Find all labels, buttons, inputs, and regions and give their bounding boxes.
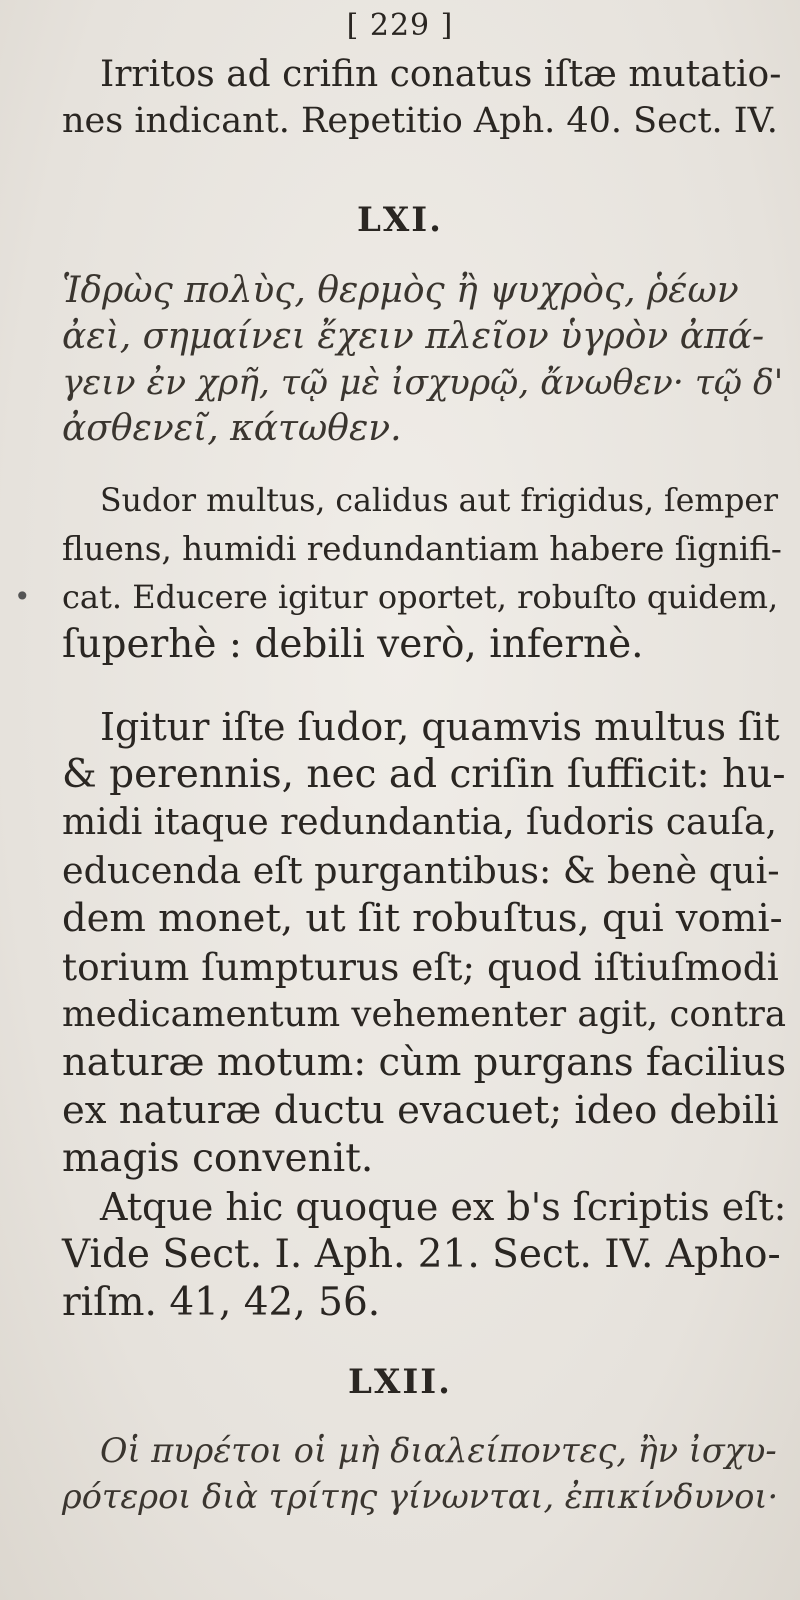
commentary-line: torium ſumpturus eſt; quod iſtiuſmodi (62, 945, 779, 989)
commentary-line: ex naturæ ductu evacuet; ideo debili (62, 1088, 779, 1133)
commentary-line: Vide Sect. I. Aph. 21. Sect. IV. Apho- (62, 1232, 781, 1277)
greek-aphorism-line: Οἱ πυρέτοι οἱ μὴ διαλείποντες, ἢν ἰσχυ- (100, 1431, 777, 1470)
latin-translation-line: cat. Educere igitur oportet, robuſto quidem, (62, 578, 779, 616)
greek-aphorism-line: ἀσθενεῖ, κάτωθεν. (62, 408, 402, 449)
margin-mark: • (14, 580, 31, 613)
heading-line-2: nes indicant. Repetitio Aph. 40. Sect. IV. (62, 101, 778, 141)
section-number: LXI. (356, 200, 444, 240)
greek-aphorism-line: ρότεροι διὰ τρίτης γίνωνται, ἐπικίνδυνοι· (62, 1477, 779, 1516)
commentary-line: naturæ motum: cùm purgans facilius (62, 1040, 787, 1085)
latin-translation-line: ſuperhè : debili verò, infernè. (62, 622, 644, 667)
commentary-line: riſm. 41, 42, 56. (62, 1280, 381, 1325)
greek-aphorism-line: ἀεὶ, σημαίνει ἔχειν πλεῖον ὑγρὸν ἀπά- (62, 316, 765, 357)
commentary-line: Igitur iſte ſudor, quamvis multus ſit (100, 705, 780, 749)
commentary-line: dem monet, ut ſit robuſtus, qui vomi- (62, 896, 783, 941)
commentary-line: Atque hic quoque ex b's ſcriptis eſt: (100, 1185, 787, 1229)
greek-aphorism-line: γειν ἐν χρῆ, τῷ μὲ ἰσχυρῷ, ἄνωθεν· τῷ δ' (62, 363, 784, 403)
section-number: LXII. (348, 1362, 452, 1402)
commentary-line: midi itaque redundantia, ſudoris cauſa, (62, 802, 777, 843)
latin-translation-line: fluens, humidi redundantiam habere ſignifi- (62, 530, 782, 568)
latin-translation-line: Sudor multus, calidus aut frigidus, ſemper (100, 483, 779, 519)
heading-line-1: Irritos ad crifin conatus iſtæ mutatio- (100, 54, 782, 95)
commentary-line: magis convenit. (62, 1136, 374, 1181)
commentary-line: educenda eſt purgantibus: & benè qui- (62, 849, 780, 892)
commentary-line: & perennis, nec ad criſin ſufficit: hu- (62, 752, 786, 797)
page-number: [ 229 ] (346, 8, 454, 43)
greek-aphorism-line: Ἱδρὼς πολὺς, θερμὸς ἢ ψυχρὸς, ῥέων (62, 270, 739, 311)
commentary-line: medicamentum vehementer agit, contra (62, 994, 787, 1035)
